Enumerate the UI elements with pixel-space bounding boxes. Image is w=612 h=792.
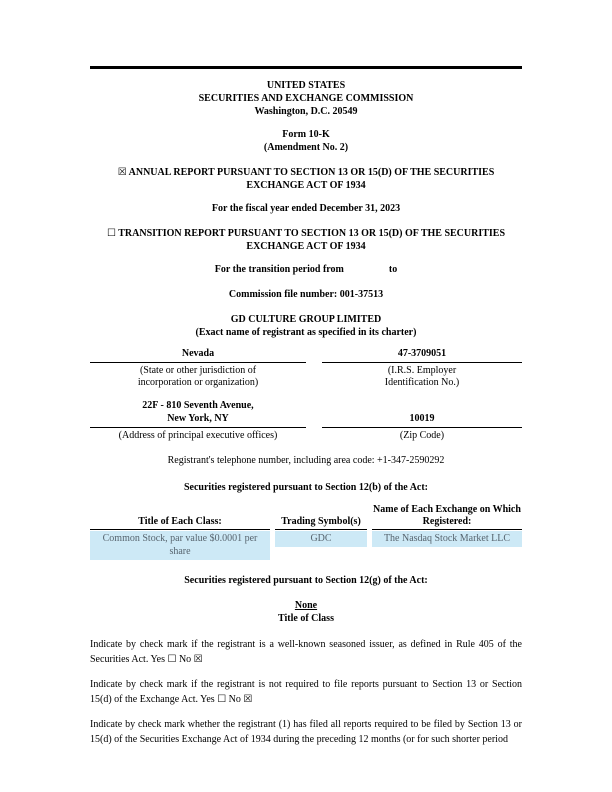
address-value <box>90 399 306 428</box>
state-irs-row <box>90 347 522 389</box>
table-column-trading-symbol <box>275 504 367 560</box>
form-amendment: (Amendment No. 2) <box>263 142 349 153</box>
address-zip-row <box>90 399 522 442</box>
sec12g-heading-suffix: ) of the Act: <box>377 575 428 586</box>
state-column <box>90 347 306 389</box>
sec-header-line1: UNITED STATES <box>266 80 346 91</box>
address-line2: New York, NY <box>167 413 229 424</box>
top-double-rule <box>90 66 522 69</box>
zip-value: 10019 <box>322 412 522 428</box>
zip-note: (Zip Code) <box>399 430 445 441</box>
address-line1: 22F - 810 Seventh Avenue, <box>142 400 254 411</box>
table-header-title-of-class: Title of Each Class: <box>90 504 270 530</box>
sec12g-heading-prefix: Securities registered pursuant to Section 12( <box>184 575 373 586</box>
zip-column <box>322 412 522 442</box>
table-cell-security-class: Common Stock, par value $0.0001 per share <box>90 531 270 560</box>
sec-header-line2: SECURITIES AND EXCHANGE COMMISSION <box>198 93 414 104</box>
registrant-name: GD CULTURE GROUP LIMITED <box>230 314 382 325</box>
transition-to-text: to <box>388 264 398 275</box>
unchecked-checkbox-icon: ☐ <box>106 228 116 239</box>
sec12g-heading <box>90 574 522 587</box>
securities-table <box>90 504 522 560</box>
transition-from-text: For the transition period from <box>214 264 344 275</box>
table-cell-exchange: The Nasdaq Stock Market LLC <box>372 531 522 547</box>
form-title: Form 10-K <box>282 129 330 140</box>
annual-report-text: ANNUAL REPORT PURSUANT TO SECTION 13 OR 15(D) OF THE SECURITIES EXCHANGE ACT OF 1934 <box>128 167 495 191</box>
none-label: None <box>294 600 318 611</box>
irs-column <box>322 347 522 389</box>
checkmark-paragraph-seasoned-issuer: Indicate by check mark if the registrant is a well-known seasoned issuer, as defined in Rule 405 of the Securities Act. Yes ☐ No ☒ <box>90 639 522 665</box>
telephone-line: Registrant's telephone number, including area code: +1-347-2590292 <box>167 455 445 466</box>
commission-file-number: Commission file number: 001-37513 <box>228 289 384 300</box>
transition-period-line <box>90 263 522 276</box>
checked-checkbox-icon: ☒ <box>117 167 127 178</box>
state-note: (State or other jurisdiction of incorporation or organization) <box>137 365 259 388</box>
title-of-class-label: Title of Class <box>278 613 334 624</box>
irs-value: 47-3709051 <box>322 347 522 363</box>
checkmark-paragraph-filed-reports: Indicate by check mark whether the registrant (1) has filed all reports required to be filed by Section 13 or 15(d) of the Securities Exchange Act of 1934 during the preceding 12 months (or for such shorter period <box>90 719 522 745</box>
table-column-title-of-class <box>90 504 270 560</box>
table-cell-trading-symbol: GDC <box>275 531 367 547</box>
table-header-exchange: Name of Each Exchange on Which Registered: <box>372 504 522 530</box>
table-column-exchange <box>372 504 522 560</box>
transition-report-text: TRANSITION REPORT PURSUANT TO SECTION 13 OR 15(D) OF THE SECURITIES EXCHANGE ACT OF 1934 <box>118 228 506 252</box>
irs-note: (I.R.S. Employer Identification No.) <box>384 365 460 388</box>
sec12b-heading: Securities registered pursuant to Section 12(b) of the Act: <box>183 482 429 493</box>
state-value: Nevada <box>90 347 306 363</box>
sec-header-line3: Washington, D.C. 20549 <box>254 106 358 117</box>
transition-report-statement <box>90 227 522 253</box>
table-header-trading-symbol: Trading Symbol(s) <box>275 504 367 530</box>
checkmark-paragraph-not-required: Indicate by check mark if the registrant is not required to file reports pursuant to Section 13 or Section 15(d) of the Exchange Act. Yes ☐ No ☒ <box>90 679 522 705</box>
fiscal-year-line: For the fiscal year ended December 31, 2023 <box>211 203 401 214</box>
address-column <box>90 399 306 442</box>
address-note: (Address of principal executive offices) <box>118 430 278 441</box>
sec12g-heading-g: g <box>372 575 378 586</box>
annual-report-statement <box>90 166 522 192</box>
registrant-name-note: (Exact name of registrant as specified in its charter) <box>195 327 417 338</box>
